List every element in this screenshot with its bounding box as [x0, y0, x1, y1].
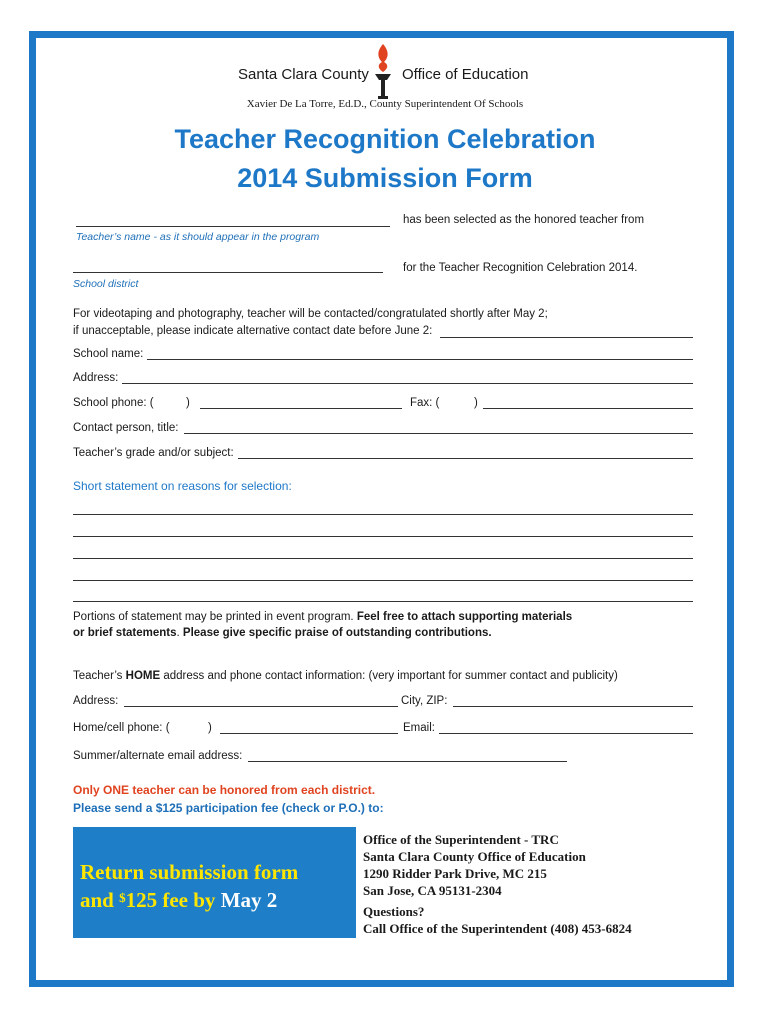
home-address-field[interactable] [124, 706, 398, 707]
mailing-line4: San Jose, CA 95131-2304 [363, 883, 502, 898]
fee-notice: Please send a $125 participation fee (check or P.O.) to: [73, 801, 384, 815]
alt-email-label: Summer/alternate email address: [73, 750, 243, 762]
mailing-line2: Santa Clara County Office of Education [363, 849, 586, 864]
fax-paren: ) [474, 397, 478, 409]
teacher-selected-text: has been selected as the honored teacher from [403, 214, 645, 226]
return-line2 [80, 886, 298, 914]
fax-label: Fax: ( [410, 397, 440, 409]
return-amount: 125 fee by [125, 888, 221, 912]
home-intro-prefix: Teacher’s [73, 670, 126, 682]
org-name-right: Office of Education [402, 66, 529, 83]
superintendent-line: Xavier De La Torre, Ed.D., County Superintendent Of Schools [246, 98, 524, 110]
email-field[interactable] [439, 733, 693, 734]
statement-line[interactable] [73, 536, 693, 537]
form-title-line2: 2014 Submission Form [237, 163, 533, 193]
dollar-sign: $ [119, 890, 126, 905]
school-district-field[interactable] [73, 272, 383, 273]
teacher-name-field[interactable] [76, 226, 390, 227]
statement-note-plain2: . [176, 627, 183, 639]
city-zip-field[interactable] [453, 706, 693, 707]
city-zip-label: City, ZIP: [401, 695, 448, 707]
org-name-left: Santa Clara County [238, 66, 369, 83]
fax-field[interactable] [483, 408, 693, 409]
mailing-line1: Office of the Superintendent - TRC [363, 832, 559, 847]
statement-line[interactable] [73, 601, 693, 602]
school-phone-field[interactable] [200, 408, 402, 409]
home-intro-bold: HOME [125, 670, 161, 682]
statement-note-line1 [73, 611, 572, 623]
statement-note-line2 [73, 627, 492, 639]
return-date: May 2 [220, 888, 278, 912]
contact-person-label: Contact person, title: [73, 422, 179, 434]
video-text-line2: if unacceptable, please indicate alternative contact date before June 2: [73, 325, 433, 337]
contact-person-field[interactable] [184, 433, 693, 434]
statement-note-bold1: Feel free to attach supporting materials [356, 611, 573, 623]
home-intro-suffix: address and phone contact information: (very important for summer contact and publicity) [160, 670, 618, 682]
alt-contact-date-field[interactable] [440, 337, 693, 338]
return-line2-prefix: and [80, 888, 120, 912]
email-label: Email: [403, 722, 435, 734]
statement-line[interactable] [73, 558, 693, 559]
statement-note-bold2: or brief statements [73, 627, 177, 639]
mailing-line3: 1290 Ridder Park Drive, MC 215 [363, 866, 547, 881]
return-line1: Return submission form [80, 860, 299, 884]
school-name-label: School name: [73, 348, 144, 360]
teacher-name-caption: Teacher’s name - as it should appear in the program [76, 231, 320, 243]
video-text-line1: For videotaping and photography, teacher will be contacted/congratulated shortly after May 2; [73, 308, 548, 320]
address-field[interactable] [122, 383, 693, 384]
grade-subject-label: Teacher’s grade and/or subject: [73, 447, 234, 459]
grade-subject-field[interactable] [238, 458, 693, 459]
questions-label: Questions? [363, 904, 425, 919]
torch-logo-icon [368, 42, 398, 100]
statement-heading: Short statement on reasons for selection: [73, 479, 292, 493]
home-address-label: Address: [73, 695, 119, 707]
home-phone-label: Home/cell phone: ( [73, 722, 170, 734]
one-teacher-notice: Only ONE teacher can be honored from each district. [73, 783, 376, 797]
statement-line[interactable] [73, 580, 693, 581]
school-phone-paren: ) [186, 397, 190, 409]
school-district-caption: School district [73, 278, 139, 290]
call-office-line: Call Office of the Superintendent (408) 453-6824 [363, 921, 632, 936]
form-title-line1: Teacher Recognition Celebration [174, 124, 596, 154]
home-phone-paren: ) [208, 722, 212, 734]
home-intro [73, 670, 618, 682]
school-phone-label: School phone: ( [73, 397, 154, 409]
school-name-field[interactable] [147, 359, 693, 360]
celebration-text: for the Teacher Recognition Celebration 2014. [403, 262, 638, 274]
address-label: Address: [73, 372, 119, 384]
statement-line[interactable] [73, 514, 693, 515]
alt-email-field[interactable] [248, 761, 567, 762]
statement-note-bold3: Please give specific praise of outstanding contributions. [182, 627, 492, 639]
statement-note-plain: Portions of statement may be printed in event program. [73, 611, 357, 623]
return-box-text [80, 858, 298, 914]
home-phone-field[interactable] [220, 733, 398, 734]
